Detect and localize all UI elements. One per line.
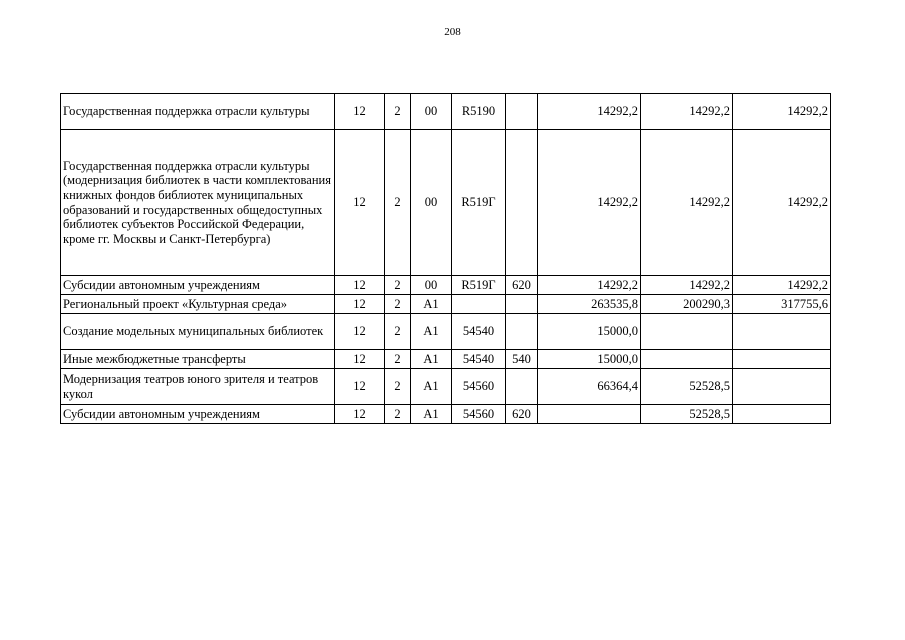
row-section: 12 xyxy=(335,276,385,295)
row-section: 12 xyxy=(335,350,385,369)
row-subsection: 2 xyxy=(385,130,411,276)
table-row xyxy=(61,295,831,314)
row-name: Государственная поддержка отрасли культуры (модернизация библиотек в части комплектования книжных фондов библиотек муниципальных образований и государственных общедоступных библиотек субъектов Российской Федерации, кроме гг. Москвы и Санкт-Петербурга) xyxy=(61,130,335,276)
row-sub-code: А1 xyxy=(411,405,452,424)
row-sub-code: А1 xyxy=(411,295,452,314)
table-row xyxy=(61,369,831,405)
row-sub-code: А1 xyxy=(411,314,452,350)
row-expense-type xyxy=(506,369,538,405)
row-expense-type xyxy=(506,314,538,350)
row-sum-1: 15000,0 xyxy=(538,350,641,369)
row-sub-code: А1 xyxy=(411,350,452,369)
row-sum-2 xyxy=(641,350,733,369)
row-sum-1: 263535,8 xyxy=(538,295,641,314)
row-target-article xyxy=(452,295,506,314)
row-target-article: 54540 xyxy=(452,314,506,350)
row-subsection: 2 xyxy=(385,369,411,405)
row-section: 12 xyxy=(335,405,385,424)
table-row xyxy=(61,130,831,276)
table-row xyxy=(61,94,831,130)
row-name: Иные межбюджетные трансферты xyxy=(61,350,335,369)
row-name: Региональный проект «Культурная среда» xyxy=(61,295,335,314)
row-sum-2: 52528,5 xyxy=(641,405,733,424)
row-target-article: R5190 xyxy=(452,94,506,130)
row-sum-2: 14292,2 xyxy=(641,276,733,295)
row-sub-code: 00 xyxy=(411,130,452,276)
row-section: 12 xyxy=(335,130,385,276)
row-target-article: R519Г xyxy=(452,130,506,276)
row-name: Государственная поддержка отрасли культуры xyxy=(61,94,335,130)
row-name: Создание модельных муниципальных библиотек xyxy=(61,314,335,350)
row-sum-3: 14292,2 xyxy=(733,276,831,295)
row-expense-type: 620 xyxy=(506,276,538,295)
row-subsection: 2 xyxy=(385,350,411,369)
budget-table xyxy=(60,93,831,424)
row-subsection: 2 xyxy=(385,94,411,130)
row-sum-3: 317755,6 xyxy=(733,295,831,314)
row-section: 12 xyxy=(335,94,385,130)
row-sub-code: 00 xyxy=(411,94,452,130)
row-sum-1: 14292,2 xyxy=(538,130,641,276)
row-sum-3: 14292,2 xyxy=(733,130,831,276)
row-sum-2: 14292,2 xyxy=(641,94,733,130)
table-row xyxy=(61,314,831,350)
row-expense-type xyxy=(506,130,538,276)
row-subsection: 2 xyxy=(385,314,411,350)
table-row xyxy=(61,405,831,424)
row-sum-1: 66364,4 xyxy=(538,369,641,405)
row-sum-3: 14292,2 xyxy=(733,94,831,130)
row-expense-type xyxy=(506,94,538,130)
row-sum-3 xyxy=(733,314,831,350)
row-target-article: 54560 xyxy=(452,369,506,405)
row-subsection: 2 xyxy=(385,295,411,314)
row-subsection: 2 xyxy=(385,276,411,295)
row-subsection: 2 xyxy=(385,405,411,424)
table-row xyxy=(61,276,831,295)
row-sum-2: 52528,5 xyxy=(641,369,733,405)
row-section: 12 xyxy=(335,295,385,314)
row-sum-1: 14292,2 xyxy=(538,94,641,130)
row-sum-3 xyxy=(733,350,831,369)
row-sum-2 xyxy=(641,314,733,350)
row-sub-code: 00 xyxy=(411,276,452,295)
page-number: 208 xyxy=(444,26,461,38)
table-row xyxy=(61,350,831,369)
row-name: Модернизация театров юного зрителя и театров кукол xyxy=(61,369,335,405)
row-sum-3 xyxy=(733,369,831,405)
row-expense-type xyxy=(506,295,538,314)
row-expense-type: 540 xyxy=(506,350,538,369)
row-target-article: 54540 xyxy=(452,350,506,369)
row-sum-1: 14292,2 xyxy=(538,276,641,295)
row-sum-1 xyxy=(538,405,641,424)
row-sum-2: 14292,2 xyxy=(641,130,733,276)
row-sum-1: 15000,0 xyxy=(538,314,641,350)
row-sub-code: А1 xyxy=(411,369,452,405)
row-expense-type: 620 xyxy=(506,405,538,424)
row-name: Субсидии автономным учреждениям xyxy=(61,405,335,424)
row-sum-3 xyxy=(733,405,831,424)
row-section: 12 xyxy=(335,369,385,405)
row-section: 12 xyxy=(335,314,385,350)
row-sum-2: 200290,3 xyxy=(641,295,733,314)
row-target-article: R519Г xyxy=(452,276,506,295)
row-name: Субсидии автономным учреждениям xyxy=(61,276,335,295)
row-target-article: 54560 xyxy=(452,405,506,424)
